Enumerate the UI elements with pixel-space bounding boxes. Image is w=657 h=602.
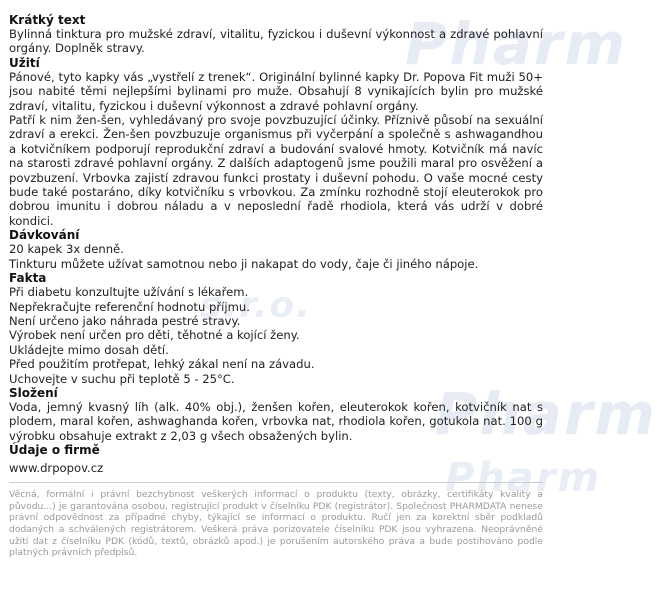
- legal-disclaimer: Věcná, formální i právní bezchybnost veškerých informací o produktu (texty, obrázky, certifikáty kvality a původu...) je garantována osobou, registrující produkt v číselníku PDK (registrátor). Společnost PHARMDATA nenese právní odpovědnost za případné chyby, týkající se informací o produktu. Ručí jen za korektní sběr podkladů dodaných a schválených registrátorem. Veškerá práva porizovatele číselníku PDK jsou vyhrazena. Neoprávněné užití dat z číselníku PDK (kódů, textů, obrázků apod.) je porušením autorského práva a bude postihováno podle platných právních předpisů.: [9, 482, 543, 559]
- fact-line: Uchovejte v suchu při teplotě 5 - 25°C.: [9, 371, 235, 386]
- dosage-line: Tinkturu můžete užívat samotnou nebo ji nakapat do vody, čaje či jiného nápoje.: [9, 256, 479, 271]
- usage-heading: Užití: [9, 55, 40, 70]
- watermark-company-suffix: s.r.o.: [200, 285, 312, 326]
- fact-line: Před použitím protřepat, lehký zákal není na závadu.: [9, 357, 315, 372]
- fact-line: Není určeno jako náhrada pestré stravy.: [9, 313, 241, 328]
- section-dosage: [9, 228, 543, 271]
- watermark-logo: Pharm: [435, 380, 657, 448]
- watermark-logo: Pharm: [445, 455, 602, 501]
- fact-line: Ukládejte mimo dosah dětí.: [9, 342, 169, 357]
- section-composition: [9, 386, 543, 443]
- company-website-link[interactable]: www.drpopov.cz: [9, 461, 104, 476]
- section-company: [9, 443, 543, 476]
- fact-line: Při diabetu konzultujte užívání s lékařem.: [9, 285, 249, 300]
- watermark-logo: Pharm: [405, 10, 627, 78]
- usage-paragraph: Patří k nim žen-šen, vyhledávaný pro svoje povzbuzující účinky. Příznivě působí na sexuální zdraví a erekci. Žen-šen povzbuzuje organismus při vyčerpání a společně s ashwagandhou a kotvičníkem podporují reprodukční zdraví a budování svalové hmoty. Kotvičník má navíc na starosti zdravé pohlavní orgány. Z dalších adaptogenů jsme použili maral pro osvěžení a povzbuzení. Vrbovka zajistí zdravou funkci prostaty i duševní pohodu. O vaše mocné cesty bude také postaráno, díky kotvičníku s vrbovkou. Za zmínku rozhodně stojí eleuterokok pro dobrou imunitu i dobrou náladu a v neposlední řadě rhodiola, která vás udrží v dobré kondici.: [9, 113, 543, 228]
- product-info-page: [9, 13, 543, 559]
- dosage-heading: Dávkování: [9, 228, 80, 243]
- section-facts: [9, 271, 543, 386]
- section-short-text: [9, 13, 543, 56]
- fact-line: Výrobek není určen pro děti, těhotné a kojící ženy.: [9, 328, 300, 343]
- section-usage: [9, 56, 543, 228]
- composition-heading: Složení: [9, 385, 58, 400]
- company-heading: Údaje o firmě: [9, 443, 100, 458]
- dosage-line: 20 kapek 3x denně.: [9, 242, 124, 257]
- short-text-heading: Krátký text: [9, 13, 86, 27]
- product-info-content: [9, 13, 543, 559]
- usage-paragraph: Pánové, tyto kapky vás „vystřelí z trenek“. Originální bylinné kapky Dr. Popova Fit muži 50+ jsou nabité těmi nejlepšími bylinami pro muže. Obsahují 8 vynikajících bylin pro mužské zdraví, vitalitu, fyzickou i duševní výkonnost a zdravé pohlavní orgány.: [9, 69, 543, 113]
- short-text-body: Bylinná tinktura pro mužské zdraví, vitalitu, fyzickou i duševní výkonnost a zdravé pohlavní orgány. Doplněk stravy.: [9, 27, 543, 56]
- composition-body: Voda, jemný kvasný líh (alk. 40% obj.), ženšen kořen, eleuterokok kořen, kotvičník nat s plodem, maral kořen, ashwaghanda kořen, vrbovka nat, rhodiola kořen, gotukola nat. 100 g výrobku obsahuje extrakt z 2,03 g všech obsažených bylin.: [9, 399, 543, 443]
- fact-line: Nepřekračujte referenční hodnotu příjmu.: [9, 299, 250, 314]
- facts-heading: Fakta: [9, 271, 47, 286]
